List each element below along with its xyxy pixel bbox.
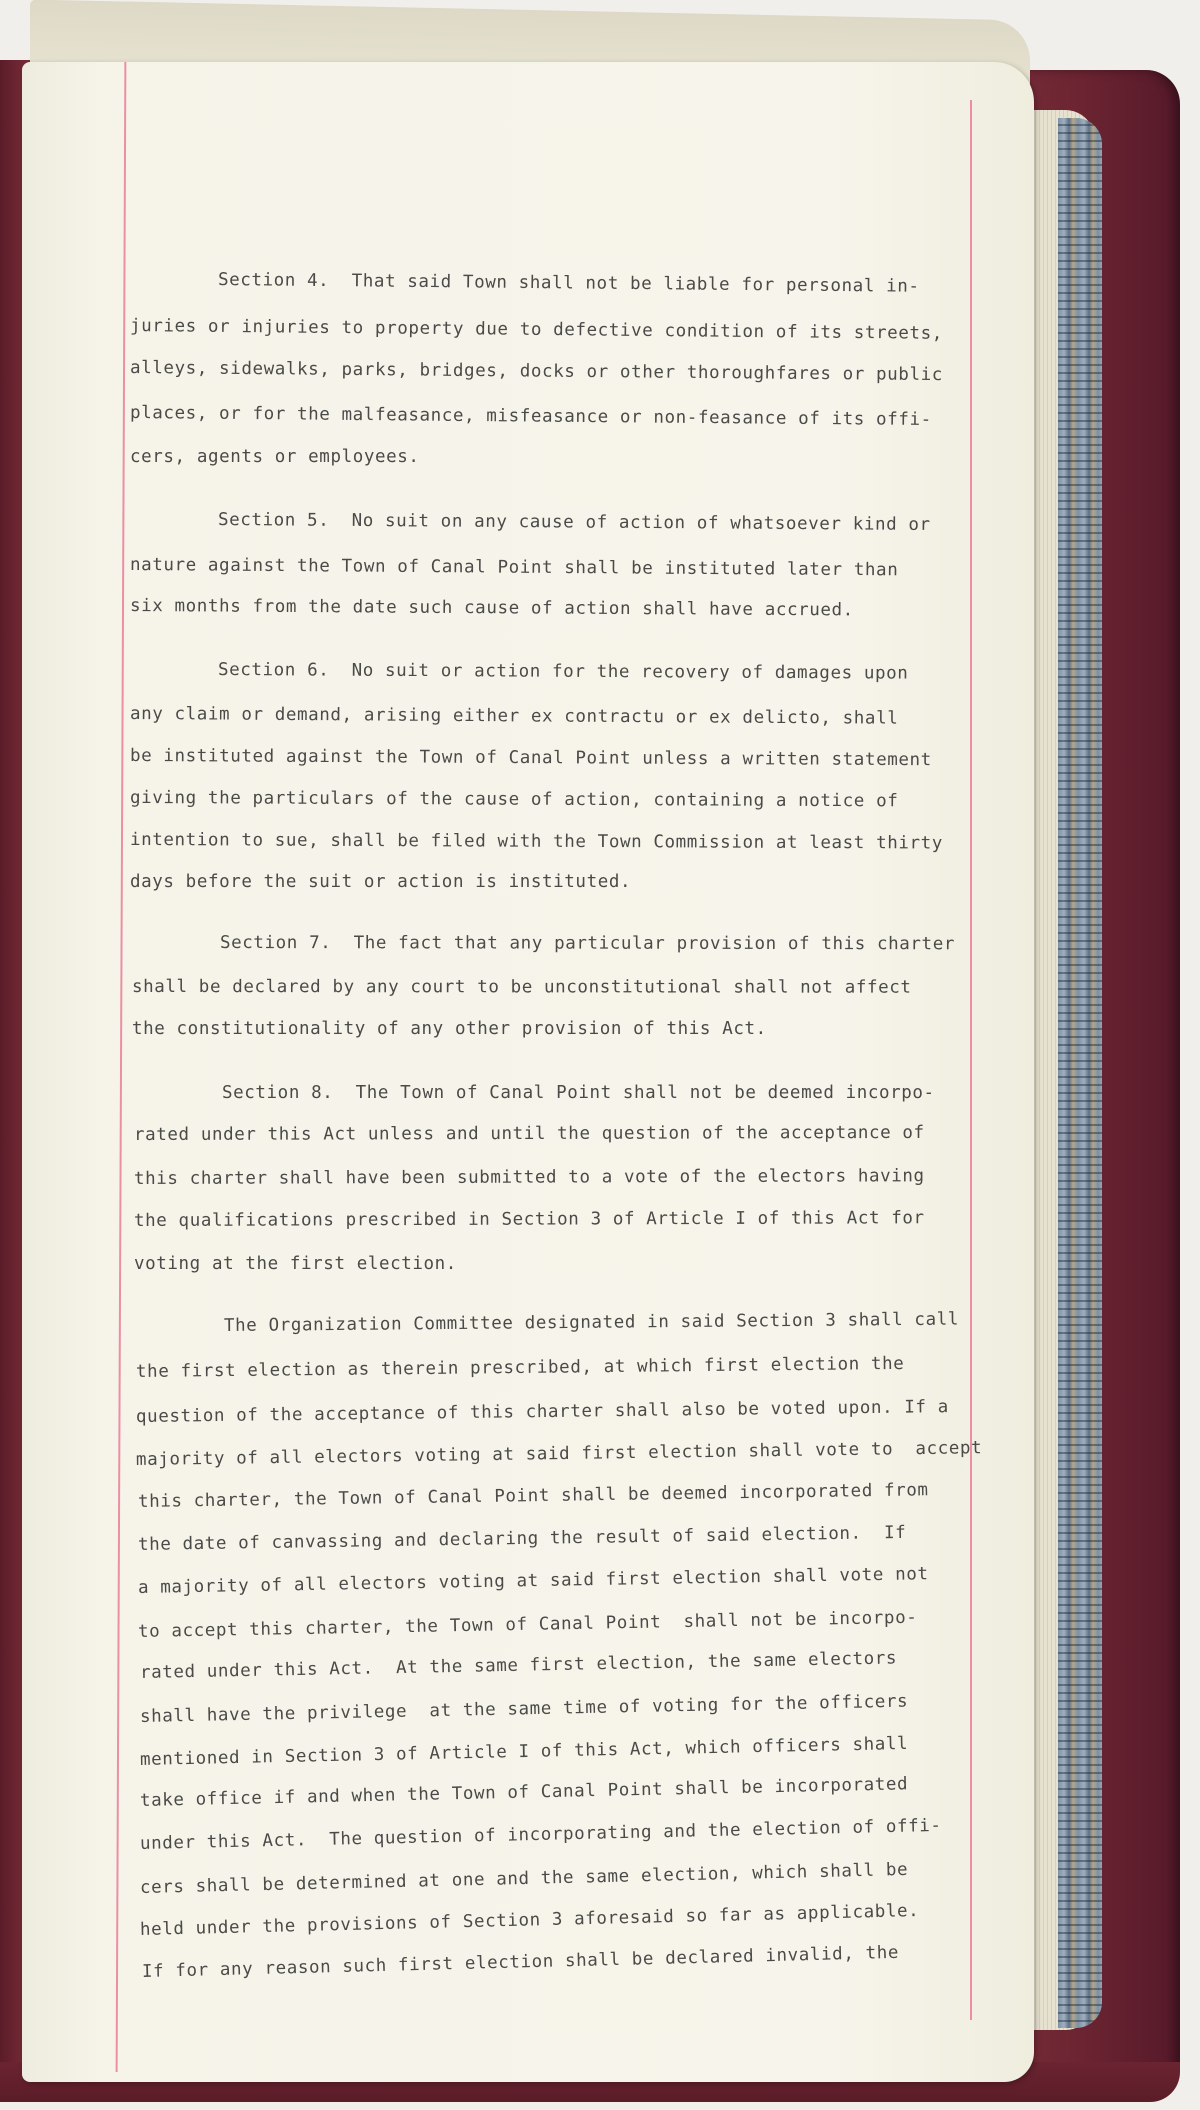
text-line: take office if and when the Town of Canal Point shall be incorporated [139,1774,909,1811]
text-line: cers, agents or employees. [130,447,420,467]
text-line: intention to sue, shall be filed with the Town Commission at least thirty [129,830,943,854]
text-line: rated under this Act. At the same first election, the same electors [139,1648,898,1683]
text-line: to accept this charter, the Town of Canal Point shall not be incorpo- [137,1607,918,1642]
text-line: shall be declared by any court to be unconstitutional shall not affect [131,977,912,998]
text-line: Section 7. The fact that any particular provision of this charter [219,933,955,955]
text-line: any claim or demand, arising either ex contractu or ex delicto, shall [129,704,899,729]
text-line: this charter shall have been submitted to a vote of the electors having [133,1166,925,1189]
text-line: giving the particulars of the cause of action, containing a notice of [129,788,899,812]
text-line: Section 5. No suit on any cause of action of whatsoever kind or [217,510,931,535]
text-line: juries or injuries to property due to defective condition of its streets, [129,316,943,344]
text-line: alleys, sidewalks, parks, bridges, docks or other thoroughfares or public [129,358,943,386]
text-line: majority of all electors voting at said first election shall vote to accept [135,1438,983,1470]
text-line: be instituted against the Town of Canal Point unless a written statement [129,746,932,771]
text-line: rated under this Act unless and until the question of the acceptance of [133,1122,925,1145]
text-line: this charter, the Town of Canal Point shall be deemed incorporated from [137,1480,929,1512]
text-line: the date of canvassing and declaring the result of said election. If [137,1522,907,1555]
text-line: Section 6. No suit or action for the recovery of damages upon [217,660,909,684]
text-line: days before the suit or action is instituted. [130,872,632,892]
text-line: a majority of all electors voting at said first election shall vote not [137,1564,929,1598]
text-line: mentioned in Section 3 of Article I of this Act, which officers shall [139,1733,909,1770]
text-line: under this Act. The question of incorporating and the election of offi- [139,1815,942,1854]
text-line: nature against the Town of Canal Point shall be instituted later than [129,555,899,581]
text-line: Section 4. That said Town shall not be liable for personal in- [217,270,920,297]
text-line: the first election as therein prescribed, at which first election the [135,1353,905,1382]
text-line: voting at the first election. [134,1254,457,1274]
marbled-edge [1058,118,1102,2028]
text-line: cers shall be determined at one and the same election, which shall be [139,1859,909,1898]
text-line: shall have the privilege at the same time of voting for the officers [139,1691,909,1727]
text-line: held under the provisions of Section 3 aforesaid so far as applicable. [139,1900,920,1940]
text-line: The Organization Committee designated in said Section 3 shall call [223,1309,960,1336]
text-line: the constitutionality of any other provision of this Act. [132,1019,767,1039]
text-line: question of the acceptance of this charter shall also be voted upon. If a [135,1397,949,1427]
text-line: six months from the date such cause of action shall have accrued. [129,596,854,621]
margin-rule-right [970,100,972,2020]
text-line: the qualifications prescribed in Section 3 of Article I of this Act for [133,1208,925,1231]
text-line: Section 8. The Town of Canal Point shall not be deemed incorpo- [222,1083,935,1103]
text-line: If for any reason such first election shall be declared invalid, the [141,1942,900,1982]
text-line: places, or for the malfeasance, misfeasance or non-feasance of its offi- [129,403,932,430]
